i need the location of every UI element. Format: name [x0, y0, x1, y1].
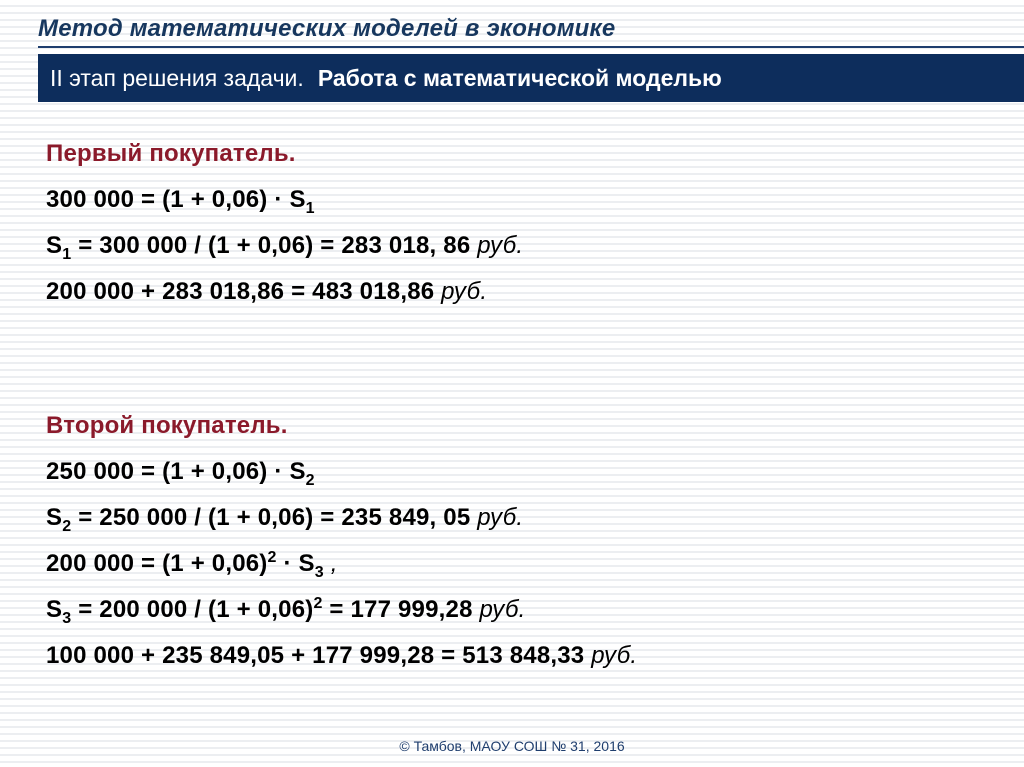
equation-text: 100 000 + 235 849,05 + 177 999,28 = 513 848,33 [46, 642, 585, 669]
equation-text: = 300 000 / (1 + 0,06) = 283 018, 86 [71, 232, 471, 259]
slide-title: Метод математических моделей в экономике [38, 15, 616, 42]
subscript: 2 [62, 518, 72, 535]
variable: S [298, 550, 315, 577]
equation-text: 200 000 = (1 + 0,06) [46, 550, 268, 577]
buyer2-equation-1 [46, 458, 315, 489]
equation-text: 300 000 = (1 + 0,06) · [46, 186, 290, 213]
section-header-text [50, 65, 722, 92]
equation-text: 250 000 = (1 + 0,06) · [46, 458, 290, 485]
buyer2-equation-4 [46, 595, 526, 627]
unit-label: руб. [477, 504, 524, 531]
equation-text: = 177 999,28 [322, 596, 473, 623]
unit-label: руб. [441, 278, 488, 305]
buyer1-equation-1 [46, 186, 315, 217]
variable: S [46, 504, 63, 531]
buyer2-equation-3 [46, 549, 338, 581]
stage-label: II этап решения задачи. [50, 65, 304, 91]
subscript: 1 [62, 246, 72, 263]
buyer2-equation-2 [46, 504, 524, 535]
variable: S [289, 186, 306, 213]
subscript: 3 [314, 564, 324, 581]
equation-text: 200 000 + 283 018,86 = 483 018,86 [46, 278, 435, 305]
equation-text: , [323, 550, 338, 577]
superscript: 2 [267, 549, 277, 566]
equation-text: = 250 000 / (1 + 0,06) = 235 849, 05 [71, 504, 471, 531]
buyer2-heading: Второй покупатель. [46, 412, 288, 439]
unit-label: руб. [477, 232, 524, 259]
stage-title: Работа с математической моделью [317, 65, 722, 91]
subscript: 3 [62, 610, 72, 627]
buyer1-equation-3 [46, 278, 487, 306]
buyer1-equation-2 [46, 232, 524, 263]
equation-text: = 200 000 / (1 + 0,06) [71, 596, 314, 623]
title-divider [38, 46, 1024, 48]
variable: S [46, 232, 63, 259]
buyer1-heading: Первый покупатель. [46, 140, 296, 167]
subscript: 1 [305, 200, 315, 217]
subscript: 2 [305, 472, 315, 489]
equation-text: · [276, 550, 299, 577]
unit-label: руб. [591, 642, 638, 669]
superscript: 2 [313, 595, 323, 612]
buyer2-equation-5 [46, 642, 637, 670]
footer-copyright: © Тамбов, МАОУ СОШ № 31, 2016 [399, 738, 625, 754]
section-header-bar [38, 54, 1024, 102]
variable: S [46, 596, 63, 623]
unit-label: руб. [479, 596, 526, 623]
variable: S [289, 458, 306, 485]
